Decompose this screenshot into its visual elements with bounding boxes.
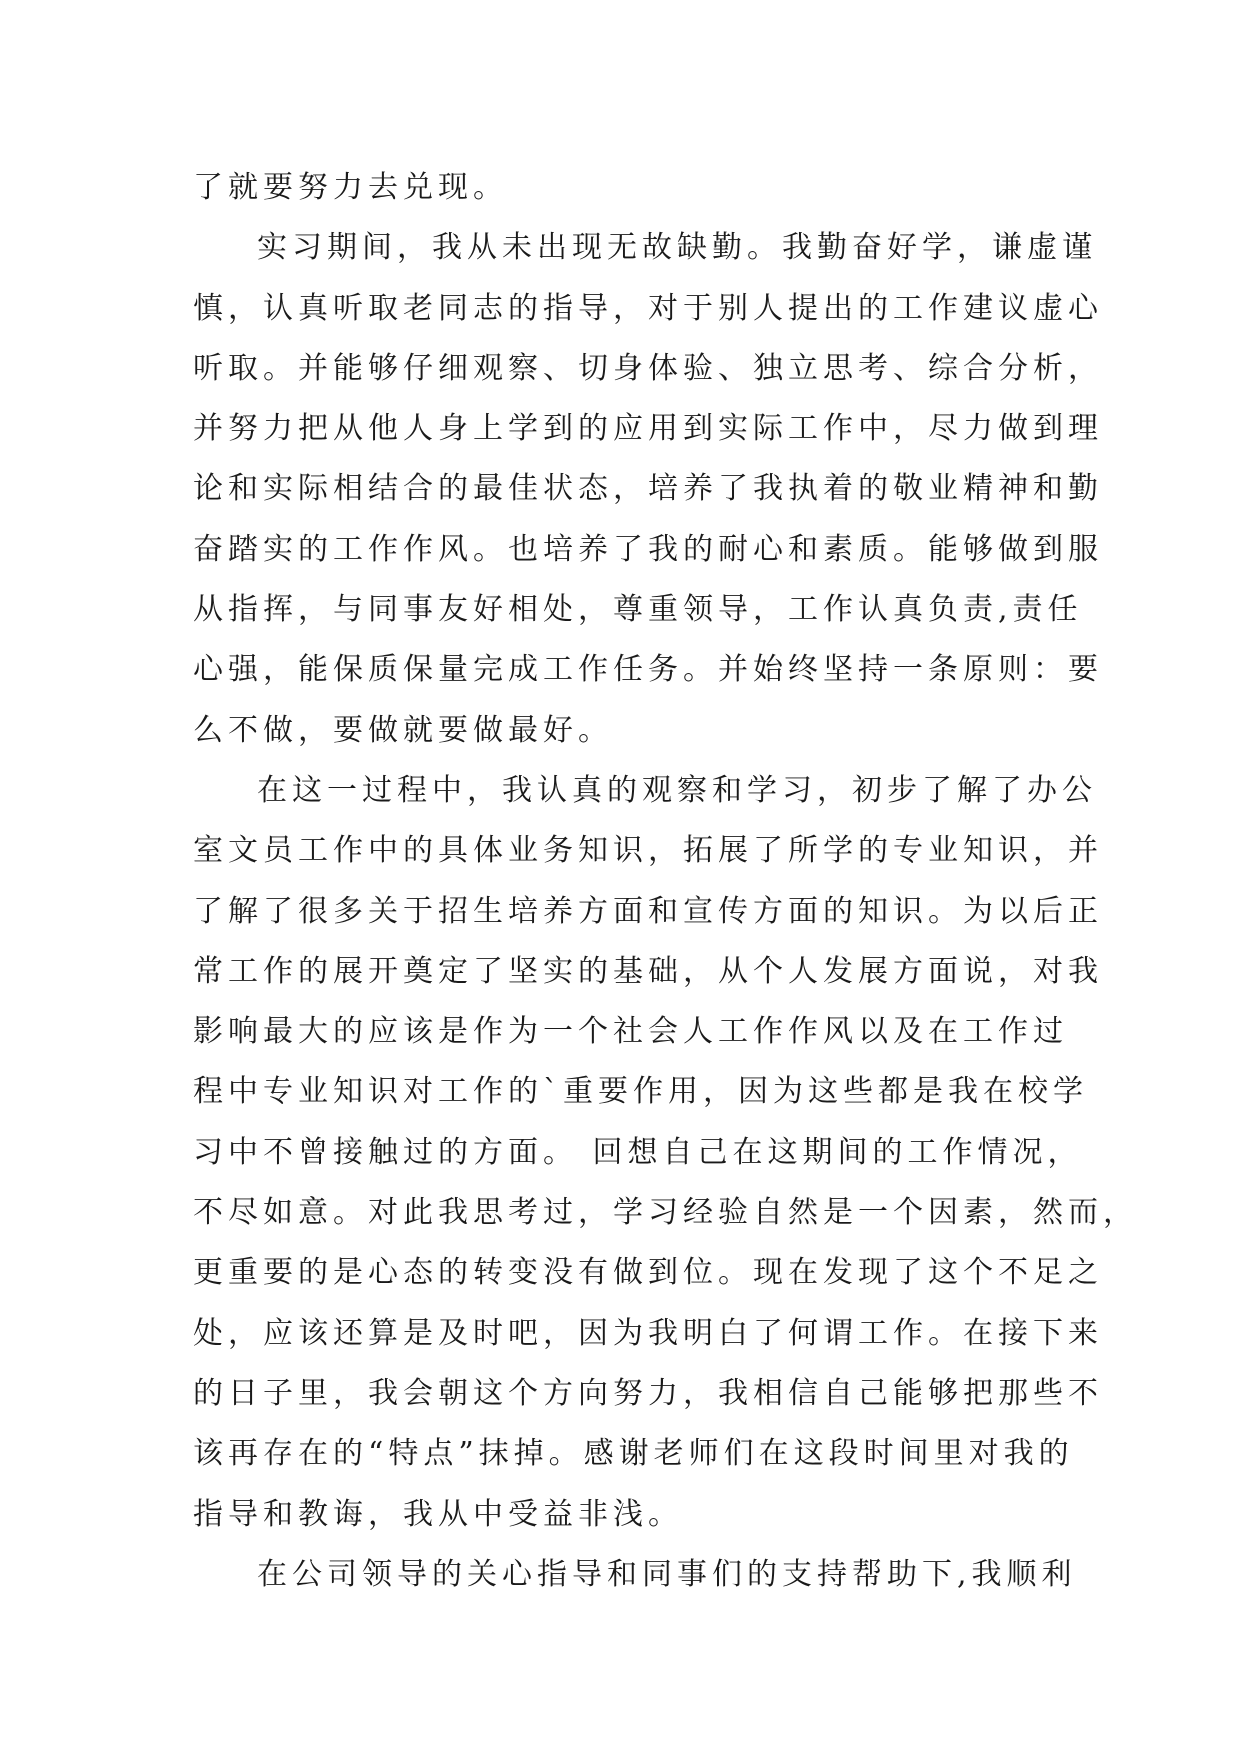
text-line: 么不做，要做就要做最好。 [193,712,613,748]
text-line: 程中专业知识对工作的`重要作用，因为这些都是我在校学 [193,1074,1088,1110]
text-line: 实习期间，我从未出现无故缺勤。我勤奋好学，谦虚谨 [257,230,1097,266]
text-line: 从指挥，与同事友好相处，尊重领导，工作认真负责,责任 [193,592,1083,628]
text-line: 不尽如意。对此我思考过，学习经验自然是一个因素，然而， [193,1195,1138,1231]
text-line: 的日子里，我会朝这个方向努力，我相信自己能够把那些不 [193,1375,1103,1411]
text-line: 指导和教诲，我从中受益非浅。 [193,1496,683,1532]
text-line: 习中不曾接触过的方面。 回想自己在这期间的工作情况， [193,1134,1083,1170]
text-line: 了解了很多关于招生培养方面和宣传方面的知识。为以后正 [193,893,1103,929]
text-line: 该再存在的“特点”抹掉。感谢老师们在这段时间里对我的 [193,1436,1074,1472]
text-line: 影响最大的应该是作为一个社会人工作作风以及在工作过 [193,1014,1068,1050]
text-line: 心强，能保质保量完成工作任务。并始终坚持一条原则：要 [193,652,1103,688]
text-line: 论和实际相结合的最佳状态，培养了我执着的敬业精神和勤 [193,471,1103,507]
text-line: 了就要努力去兑现。 [193,170,508,205]
text-line: 室文员工作中的具体业务知识，拓展了所学的专业知识，并 [193,833,1103,869]
text-line: 并努力把从他人身上学到的应用到实际工作中，尽力做到理 [193,411,1103,447]
text-line: 奋踏实的工作作风。也培养了我的耐心和素质。能够做到服 [193,531,1103,567]
text-line: 在这一过程中，我认真的观察和学习，初步了解了办公 [257,772,1097,808]
text-line: 常工作的展开奠定了坚实的基础，从个人发展方面说，对我 [193,953,1103,989]
document-body [193,158,1138,1605]
text-line: 在公司领导的关心指导和同事们的支持帮助下,我顺利 [257,1556,1077,1592]
text-line: 慎，认真听取老同志的指导，对于别人提出的工作建议虚心 [193,290,1103,326]
text-line: 更重要的是心态的转变没有做到位。现在发现了这个不足之 [193,1255,1103,1291]
text-line: 处，应该还算是及时吧，因为我明白了何谓工作。在接下来 [193,1315,1103,1351]
text-line: 听取。并能够仔细观察、切身体验、独立思考、综合分析， [193,350,1103,386]
